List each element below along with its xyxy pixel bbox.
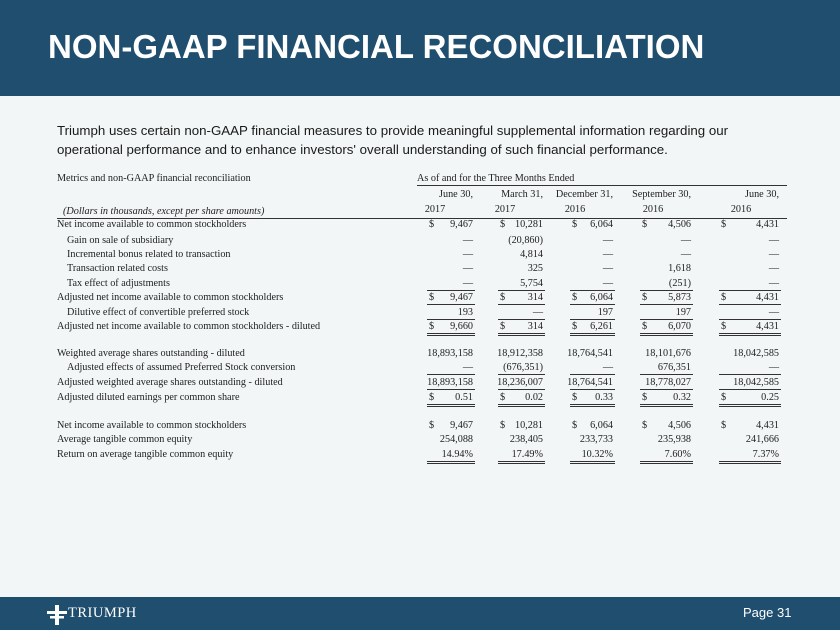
currency-symbol: $: [721, 292, 727, 303]
currency-symbol: $: [721, 321, 727, 332]
period-heading-rule: [417, 185, 787, 186]
table-cell: 4,431: [756, 292, 779, 303]
column-header-period: December 31,: [555, 189, 613, 200]
total-underline: [570, 404, 615, 407]
table-cell: 7.60%: [664, 449, 691, 460]
total-underline: [498, 333, 545, 336]
total-underline: [427, 389, 475, 390]
table-cell: 0.02: [525, 392, 543, 403]
units-note: (Dollars in thousands, except per share amounts): [63, 206, 265, 217]
table-cell: —: [602, 263, 613, 274]
table-cell: 193: [457, 307, 473, 318]
table-cell: 14.94%: [441, 449, 473, 460]
total-underline: [719, 304, 781, 305]
row-label: Net income available to common stockholders: [57, 219, 247, 230]
table-cell: 233,733: [579, 434, 613, 445]
currency-symbol: $: [500, 219, 506, 230]
table-cell: 18,042,585: [733, 348, 779, 359]
table-cell: 0.33: [595, 392, 613, 403]
column-header-year: 2016: [642, 204, 664, 215]
currency-symbol: $: [642, 292, 648, 303]
table-cell: 4,506: [668, 420, 691, 431]
table-cell: 18,101,676: [645, 348, 691, 359]
table-cell: 18,764,541: [567, 348, 613, 359]
row-label: Adjusted net income available to common stockholders - diluted: [57, 321, 321, 332]
total-underline: [427, 404, 475, 407]
row-label: Tax effect of adjustments: [67, 278, 170, 289]
currency-symbol: $: [429, 321, 435, 332]
table-cell: —: [680, 249, 691, 260]
table-cell: 18,893,158: [427, 348, 473, 359]
row-label: Adjusted effects of assumed Preferred Stock conversion: [67, 362, 296, 373]
table-cell: 197: [597, 307, 613, 318]
total-underline: [570, 319, 615, 320]
table-cell: 9,467: [450, 219, 473, 230]
table-cell: 314: [527, 292, 543, 303]
table-cell: 17.49%: [511, 449, 543, 460]
currency-symbol: $: [642, 420, 648, 431]
currency-symbol: $: [429, 392, 435, 403]
table-section-label: Metrics and non-GAAP financial reconciliation: [57, 173, 251, 184]
total-underline: [719, 461, 781, 464]
table-cell: 18,893,158: [427, 377, 473, 388]
intro-paragraph: Triumph uses certain non-GAAP financial measures to provide meaningful supplemental information regarding our operational performance and to enhance investors' overall understanding of such financial performance.: [57, 123, 729, 157]
currency-symbol: $: [642, 219, 648, 230]
total-underline: [640, 290, 693, 291]
table-cell: 0.32: [673, 392, 691, 403]
row-label: Dilutive effect of convertible preferred stock: [67, 307, 250, 318]
total-underline: [427, 374, 475, 375]
total-underline: [570, 333, 615, 336]
total-underline: [640, 404, 693, 407]
table-cell: 0.25: [761, 392, 779, 403]
currency-symbol: $: [429, 292, 435, 303]
table-cell: 325: [527, 263, 543, 274]
total-underline: [498, 290, 545, 291]
column-header-year: 2017: [494, 204, 516, 215]
total-underline: [498, 389, 545, 390]
table-cell: —: [602, 249, 613, 260]
total-underline: [570, 290, 615, 291]
table-cell: 18,042,585: [733, 377, 779, 388]
total-underline: [498, 404, 545, 407]
row-label: Average tangible common equity: [57, 434, 193, 445]
table-cell: 18,764,541: [567, 377, 613, 388]
column-header-year: 2016: [730, 204, 752, 215]
table-cell: 4,506: [668, 219, 691, 230]
table-cell: 10.32%: [581, 449, 613, 460]
table-cell: 676,351: [657, 362, 691, 373]
total-underline: [719, 290, 781, 291]
brand-logo-text: TRIUMPH: [68, 605, 137, 621]
table-cell: 6,070: [668, 321, 691, 332]
table-cell: 254,088: [439, 434, 473, 445]
table-cell: 18,912,358: [497, 348, 543, 359]
table-cell: (676,351): [503, 362, 543, 373]
table-cell: 10,281: [514, 219, 543, 230]
currency-symbol: $: [500, 420, 506, 431]
currency-symbol: $: [429, 420, 435, 431]
row-label: Net income available to common stockholders: [57, 420, 247, 431]
header-banner: [0, 0, 840, 96]
table-cell: 9,467: [450, 292, 473, 303]
table-cell: 235,938: [657, 434, 691, 445]
table-cell: 1,618: [668, 263, 691, 274]
total-underline: [498, 319, 545, 320]
table-cell: —: [462, 235, 473, 246]
total-underline: [719, 389, 781, 390]
row-label: Adjusted weighted average shares outstanding - diluted: [57, 377, 283, 388]
total-underline: [719, 319, 781, 320]
table-cell: 7.37%: [752, 449, 779, 460]
total-underline: [640, 389, 693, 390]
currency-symbol: $: [500, 292, 506, 303]
table-cell: —: [462, 362, 473, 373]
table-cell: 4,431: [756, 219, 779, 230]
row-label: Adjusted diluted earnings per common share: [57, 392, 240, 403]
total-underline: [427, 290, 475, 291]
total-underline: [640, 374, 693, 375]
row-label: Transaction related costs: [67, 263, 168, 274]
total-underline: [719, 404, 781, 407]
currency-symbol: $: [429, 219, 435, 230]
column-header-period: June 30,: [439, 189, 473, 200]
triumph-cross-icon: [47, 605, 67, 625]
currency-symbol: $: [721, 219, 727, 230]
table-cell: 4,814: [520, 249, 543, 260]
row-label: Adjusted net income available to common stockholders: [57, 292, 284, 303]
table-cell: 6,064: [590, 420, 613, 431]
row-label: Incremental bonus related to transaction: [67, 249, 231, 260]
total-underline: [427, 461, 475, 464]
currency-symbol: $: [572, 420, 578, 431]
period-heading: As of and for the Three Months Ended: [417, 173, 575, 184]
column-header-period: June 30,: [745, 189, 779, 200]
total-underline: [427, 319, 475, 320]
column-header-year: 2017: [424, 204, 446, 215]
table-cell: (251): [668, 278, 691, 289]
total-underline: [427, 304, 475, 305]
column-header-year: 2016: [564, 204, 586, 215]
table-cell: —: [768, 235, 779, 246]
total-underline: [719, 374, 781, 375]
currency-symbol: $: [500, 321, 506, 332]
table-cell: 6,261: [590, 321, 613, 332]
total-underline: [570, 374, 615, 375]
table-cell: 6,064: [590, 219, 613, 230]
currency-symbol: $: [721, 392, 727, 403]
total-underline: [427, 333, 475, 336]
currency-symbol: $: [721, 420, 727, 431]
currency-symbol: $: [642, 392, 648, 403]
table-cell: —: [532, 307, 543, 318]
total-underline: [640, 319, 693, 320]
table-cell: (20,860): [508, 235, 543, 246]
table-cell: 241,666: [745, 434, 779, 445]
total-underline: [498, 374, 545, 375]
column-header-period: September 30,: [632, 189, 691, 200]
table-cell: 4,431: [756, 321, 779, 332]
table-cell: —: [768, 249, 779, 260]
currency-symbol: $: [572, 292, 578, 303]
table-cell: —: [768, 278, 779, 289]
row-label: Return on average tangible common equity: [57, 449, 234, 460]
currency-symbol: $: [572, 392, 578, 403]
table-cell: —: [768, 263, 779, 274]
table-cell: 238,405: [509, 434, 543, 445]
table-cell: —: [462, 278, 473, 289]
table-cell: 5,754: [520, 278, 543, 289]
table-cell: —: [680, 235, 691, 246]
total-underline: [640, 304, 693, 305]
table-cell: 197: [675, 307, 691, 318]
table-cell: 9,660: [450, 321, 473, 332]
table-cell: —: [602, 278, 613, 289]
total-underline: [719, 333, 781, 336]
table-cell: 9,467: [450, 420, 473, 431]
table-cell: —: [768, 307, 779, 318]
column-header-period: March 31,: [501, 189, 543, 200]
row-label: Gain on sale of subsidiary: [67, 235, 174, 246]
table-cell: 4,431: [756, 420, 779, 431]
table-cell: —: [768, 362, 779, 373]
table-cell: 5,873: [668, 292, 691, 303]
table-cell: 0.51: [455, 392, 473, 403]
page-title: NON-GAAP FINANCIAL RECONCILIATION: [48, 28, 705, 65]
table-cell: 18,778,027: [645, 377, 691, 388]
row-label: Weighted average shares outstanding - diluted: [57, 348, 245, 359]
table-cell: —: [462, 263, 473, 274]
total-underline: [570, 461, 615, 464]
table-cell: 314: [527, 321, 543, 332]
currency-symbol: $: [642, 321, 648, 332]
table-cell: 6,064: [590, 292, 613, 303]
page-number: Page 31: [743, 605, 792, 620]
currency-symbol: $: [500, 392, 506, 403]
currency-symbol: $: [572, 219, 578, 230]
table-cell: —: [602, 362, 613, 373]
table-cell: 18,236,007: [497, 377, 543, 388]
total-underline: [640, 461, 693, 464]
total-underline: [498, 304, 545, 305]
total-underline: [570, 389, 615, 390]
table-cell: —: [602, 235, 613, 246]
total-underline: [640, 333, 693, 336]
table-cell: 10,281: [514, 420, 543, 431]
total-underline: [570, 304, 615, 305]
table-cell: —: [462, 249, 473, 260]
currency-symbol: $: [572, 321, 578, 332]
total-underline: [498, 461, 545, 464]
